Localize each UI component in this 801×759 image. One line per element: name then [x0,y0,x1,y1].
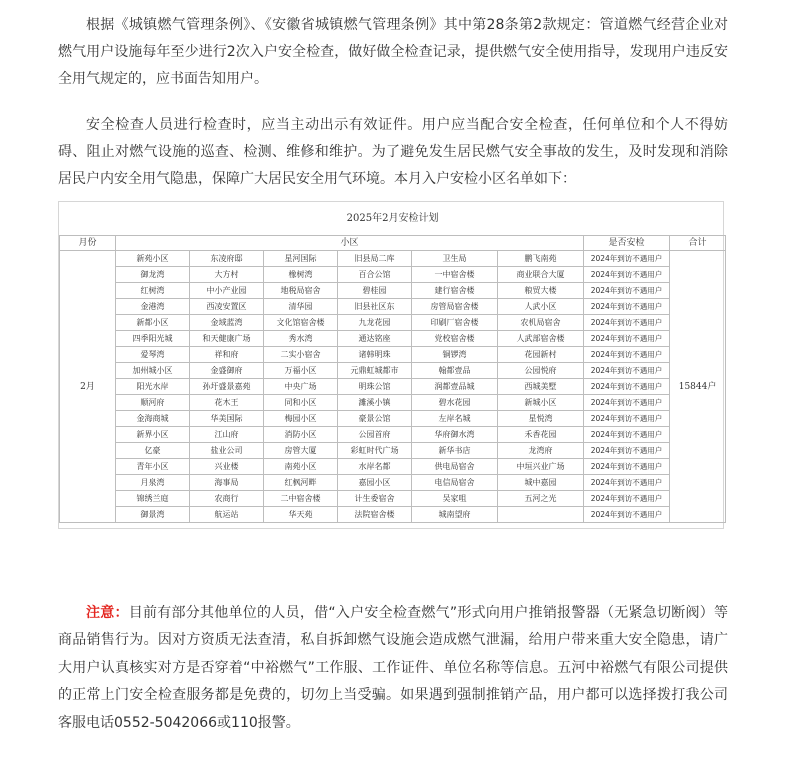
community-cell: 法院宿舍楼 [338,507,412,523]
community-cell: 加州城小区 [116,363,190,379]
community-cell: 青年小区 [116,459,190,475]
community-cell: 人武小区 [498,299,584,315]
community-cell: 万福小区 [264,363,338,379]
notice-label: 注意： [86,605,129,621]
status-cell: 2024年到访不遇用户 [584,411,670,427]
community-cell: 新都小区 [116,315,190,331]
community-cell: 濉溪小镇 [338,395,412,411]
community-cell: 秀水湾 [264,331,338,347]
community-cell: 吴家咀 [412,491,498,507]
community-cell: 亿豪 [116,443,190,459]
community-cell: 九龙花园 [338,315,412,331]
community-cell: 城南望府 [412,507,498,523]
status-cell: 2024年到访不遇用户 [584,475,670,491]
community-cell: 新界小区 [116,427,190,443]
community-cell: 东凌府邸 [190,251,264,267]
community-cell: 月泉湾 [116,475,190,491]
community-cell: 五河之光 [498,491,584,507]
community-cell: 华美国际 [190,411,264,427]
status-cell: 2024年到访不遇用户 [584,491,670,507]
community-cell: 旧县社区东 [338,299,412,315]
community-cell: 地税局宿舍 [264,283,338,299]
community-cell [498,507,584,523]
community-cell: 建行宿舍楼 [412,283,498,299]
table-row [60,283,726,299]
community-cell: 华天苑 [264,507,338,523]
total-cell: 15844户 [670,251,726,523]
community-cell: 同和小区 [264,395,338,411]
table-row [60,299,726,315]
table-row [60,267,726,283]
community-cell: 江山府 [190,427,264,443]
community-cell: 铜锣湾 [412,347,498,363]
community-cell: 中央广场 [264,379,338,395]
status-cell: 2024年到访不遇用户 [584,427,670,443]
community-cell: 润都壹品城 [412,379,498,395]
community-cell: 御龙湾 [116,267,190,283]
status-cell: 2024年到访不遇用户 [584,395,670,411]
community-cell: 禾香花园 [498,427,584,443]
community-cell: 四季阳光城 [116,331,190,347]
community-cell: 元鼎虹城都市 [338,363,412,379]
header-month: 月份 [60,236,116,251]
community-cell: 通达铭座 [338,331,412,347]
community-cell: 嘉园小区 [338,475,412,491]
intro-paragraph-regulation: 根据《城镇燃气管理条例》、《安徽省城镇燃气管理条例》其中第28条第2款规定：管道燃气经营企业对燃气用户设施每年至少进行2次入户安全检查，做好做全检查记录，提供燃气安全使用指导，发现用户违反安全用气规定的，应书面告知用户。 [58,17,728,87]
community-cell: 西城美墅 [498,379,584,395]
community-cell: 党校宿舍楼 [412,331,498,347]
table-header-row [60,236,726,251]
community-cell: 计生委宿舍 [338,491,412,507]
community-cell: 航运站 [190,507,264,523]
community-cell: 大方村 [190,267,264,283]
status-cell: 2024年到访不遇用户 [584,283,670,299]
community-cell: 和天健康广场 [190,331,264,347]
community-cell: 新华书店 [412,443,498,459]
community-cell: 彩虹时代广场 [338,443,412,459]
community-cell: 锦绣兰庭 [116,491,190,507]
status-cell: 2024年到访不遇用户 [584,347,670,363]
table-row [60,251,726,267]
community-cell: 碧桂园 [338,283,412,299]
community-cell: 星河国际 [264,251,338,267]
community-cell: 印刷厂宿舍楼 [412,315,498,331]
community-cell: 城中嘉园 [498,475,584,491]
community-cell: 一中宿舍楼 [412,267,498,283]
table-title: 2025年2月安检计划 [60,202,726,236]
status-cell: 2024年到访不遇用户 [584,331,670,347]
community-cell: 二中宿舍楼 [264,491,338,507]
table-row [60,411,726,427]
table-row [60,459,726,475]
status-cell: 2024年到访不遇用户 [584,507,670,523]
status-cell: 2024年到访不遇用户 [584,299,670,315]
community-cell: 中垣兴业广场 [498,459,584,475]
community-cell: 盐业公司 [190,443,264,459]
header-total: 合计 [670,236,726,251]
community-cell: 金域蓝湾 [190,315,264,331]
community-cell: 金海商城 [116,411,190,427]
month-cell: 2月 [60,251,116,523]
community-cell: 红树湾 [116,283,190,299]
community-cell: 二实小宿舍 [264,347,338,363]
table-row [60,363,726,379]
community-cell: 粮贸大楼 [498,283,584,299]
community-cell: 中小产业园 [190,283,264,299]
inspection-plan-sheet [58,201,724,529]
community-cell: 农机局宿舍 [498,315,584,331]
header-status: 是否安检 [584,236,670,251]
inspection-plan-table [59,202,726,523]
community-cell: 金盛御府 [190,363,264,379]
community-cell: 南苑小区 [264,459,338,475]
community-cell: 明珠公馆 [338,379,412,395]
community-cell: 文化馆宿舍楼 [264,315,338,331]
community-cell: 兴业楼 [190,459,264,475]
community-cell: 海事局 [190,475,264,491]
community-cell: 公园悦府 [498,363,584,379]
community-cell: 供电局宿舍 [412,459,498,475]
warning-notice [58,600,728,737]
table-row [60,475,726,491]
community-cell: 商业联合大厦 [498,267,584,283]
table-row [60,507,726,523]
community-cell: 龙湾府 [498,443,584,459]
table-row [60,427,726,443]
table-row [60,315,726,331]
community-cell: 旧县局二库 [338,251,412,267]
community-cell: 梅园小区 [264,411,338,427]
community-cell: 电信局宿舍 [412,475,498,491]
table-row [60,491,726,507]
table-row [60,347,726,363]
community-cell: 顺河府 [116,395,190,411]
community-cell: 西凌安置区 [190,299,264,315]
community-cell: 鹏飞南苑 [498,251,584,267]
table-row [60,331,726,347]
community-cell: 华府御水湾 [412,427,498,443]
status-cell: 2024年到访不遇用户 [584,251,670,267]
community-cell: 翰都壹品 [412,363,498,379]
status-cell: 2024年到访不遇用户 [584,379,670,395]
table-title-row [60,202,726,236]
community-cell: 豪景公馆 [338,411,412,427]
community-cell: 祥和府 [190,347,264,363]
status-cell: 2024年到访不遇用户 [584,315,670,331]
community-cell: 农商行 [190,491,264,507]
community-cell: 卫生局 [412,251,498,267]
community-cell: 百合公馆 [338,267,412,283]
community-cell: 爱琴湾 [116,347,190,363]
notice-text: 目前有部分其他单位的人员，借“入户安全检查燃气”形式向用户推销报警器（无紧急切断阀）等商品销售行为。因对方资质无法查清，私自拆卸燃气设施会造成燃气泄漏，给用户带来重大安全隐患，请广大用户认真核实对方是否穿着“中裕燃气”工作服、工作证件、单位名称等信息。五河中裕燃气有限公司提供的正常上门安全检查服务都是免费的，切勿上当受骗。如果遇到强制推销产品，用户都可以选择拨打我公司客服电话0552-5042066或110报警。 [58,605,728,731]
community-cell: 碧水花园 [412,395,498,411]
community-cell: 阳光水岸 [116,379,190,395]
community-cell: 公园首府 [338,427,412,443]
community-cell: 左岸名城 [412,411,498,427]
community-cell: 水岸名都 [338,459,412,475]
table-row [60,395,726,411]
status-cell: 2024年到访不遇用户 [584,363,670,379]
community-cell: 金港湾 [116,299,190,315]
community-cell: 房管局宿舍楼 [412,299,498,315]
status-cell: 2024年到访不遇用户 [584,267,670,283]
intro-paragraph-inspection: 安全检查人员进行检查时，应当主动出示有效证件。用户应当配合安全检查，任何单位和个人不得妨碍、阻止对燃气设施的巡查、检测、维修和维护。为了避免发生居民燃气安全事故的发生，及时发现和消除居民户内安全用气隐患，保障广大居民安全用气环境。本月入户安检小区名单如下： [58,117,728,187]
community-cell: 橡树湾 [264,267,338,283]
community-cell: 新苑小区 [116,251,190,267]
community-cell: 御景湾 [116,507,190,523]
community-cell: 红枫河畔 [264,475,338,491]
community-cell: 花木王 [190,395,264,411]
table-row [60,443,726,459]
table-row [60,379,726,395]
community-cell: 人武部宿舍楼 [498,331,584,347]
header-community: 小区 [116,236,584,251]
community-cell: 清华园 [264,299,338,315]
community-cell: 星悦湾 [498,411,584,427]
community-cell: 消防小区 [264,427,338,443]
status-cell: 2024年到访不遇用户 [584,459,670,475]
community-cell: 新城小区 [498,395,584,411]
community-cell: 房管大厦 [264,443,338,459]
community-cell: 孙圩盛景嘉苑 [190,379,264,395]
status-cell: 2024年到访不遇用户 [584,443,670,459]
community-cell: 花园新村 [498,347,584,363]
community-cell: 诸韩明珠 [338,347,412,363]
